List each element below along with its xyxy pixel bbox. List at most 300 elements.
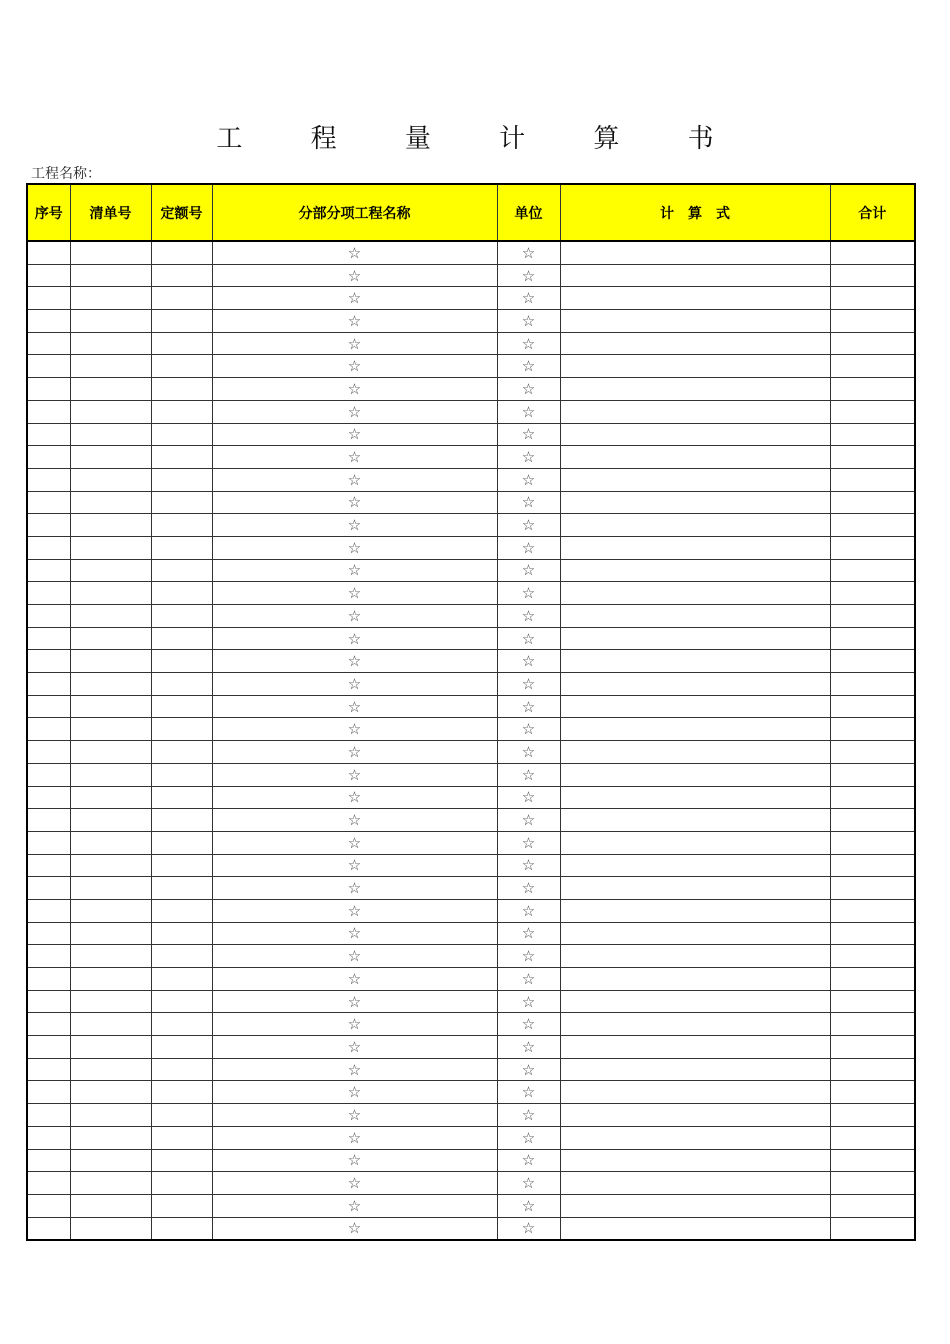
cell-index[interactable]: [27, 1194, 70, 1217]
cell-quota-no[interactable]: [151, 922, 212, 945]
cell-unit[interactable]: ☆: [497, 1104, 560, 1127]
cell-quota-no[interactable]: [151, 831, 212, 854]
cell-total[interactable]: [830, 536, 915, 559]
cell-unit[interactable]: ☆: [497, 877, 560, 900]
cell-quota-no[interactable]: [151, 241, 212, 264]
cell-quota-no[interactable]: [151, 468, 212, 491]
cell-unit[interactable]: ☆: [497, 536, 560, 559]
cell-formula[interactable]: [560, 968, 830, 991]
cell-quota-no[interactable]: [151, 1013, 212, 1036]
cell-index[interactable]: [27, 922, 70, 945]
cell-quota-no[interactable]: [151, 310, 212, 333]
cell-quota-no[interactable]: [151, 536, 212, 559]
cell-item-name[interactable]: ☆: [212, 831, 497, 854]
cell-quota-no[interactable]: [151, 1126, 212, 1149]
cell-quota-no[interactable]: [151, 1149, 212, 1172]
cell-bill-no[interactable]: [70, 1036, 151, 1059]
cell-index[interactable]: [27, 446, 70, 469]
cell-quota-no[interactable]: [151, 1058, 212, 1081]
cell-bill-no[interactable]: [70, 582, 151, 605]
cell-total[interactable]: [830, 990, 915, 1013]
cell-unit[interactable]: ☆: [497, 763, 560, 786]
cell-bill-no[interactable]: [70, 809, 151, 832]
cell-item-name[interactable]: ☆: [212, 400, 497, 423]
cell-bill-no[interactable]: [70, 786, 151, 809]
cell-unit[interactable]: ☆: [497, 287, 560, 310]
cell-quota-no[interactable]: [151, 786, 212, 809]
cell-item-name[interactable]: ☆: [212, 899, 497, 922]
cell-item-name[interactable]: ☆: [212, 1194, 497, 1217]
cell-total[interactable]: [830, 1217, 915, 1240]
cell-total[interactable]: [830, 332, 915, 355]
cell-bill-no[interactable]: [70, 287, 151, 310]
cell-item-name[interactable]: ☆: [212, 922, 497, 945]
cell-unit[interactable]: ☆: [497, 1036, 560, 1059]
cell-item-name[interactable]: ☆: [212, 1013, 497, 1036]
cell-index[interactable]: [27, 1081, 70, 1104]
cell-unit[interactable]: ☆: [497, 695, 560, 718]
cell-item-name[interactable]: ☆: [212, 627, 497, 650]
cell-total[interactable]: [830, 264, 915, 287]
cell-index[interactable]: [27, 831, 70, 854]
cell-quota-no[interactable]: [151, 287, 212, 310]
cell-bill-no[interactable]: [70, 264, 151, 287]
cell-index[interactable]: [27, 1013, 70, 1036]
cell-formula[interactable]: [560, 1172, 830, 1195]
cell-bill-no[interactable]: [70, 1149, 151, 1172]
cell-unit[interactable]: ☆: [497, 332, 560, 355]
cell-total[interactable]: [830, 650, 915, 673]
cell-quota-no[interactable]: [151, 1036, 212, 1059]
cell-index[interactable]: [27, 763, 70, 786]
cell-bill-no[interactable]: [70, 945, 151, 968]
cell-total[interactable]: [830, 854, 915, 877]
cell-formula[interactable]: [560, 241, 830, 264]
cell-item-name[interactable]: ☆: [212, 1058, 497, 1081]
cell-index[interactable]: [27, 718, 70, 741]
cell-total[interactable]: [830, 718, 915, 741]
cell-formula[interactable]: [560, 468, 830, 491]
cell-index[interactable]: [27, 355, 70, 378]
cell-quota-no[interactable]: [151, 990, 212, 1013]
cell-total[interactable]: [830, 809, 915, 832]
cell-bill-no[interactable]: [70, 468, 151, 491]
cell-quota-no[interactable]: [151, 514, 212, 537]
cell-index[interactable]: [27, 514, 70, 537]
cell-index[interactable]: [27, 559, 70, 582]
cell-index[interactable]: [27, 945, 70, 968]
cell-total[interactable]: [830, 287, 915, 310]
cell-quota-no[interactable]: [151, 1217, 212, 1240]
cell-unit[interactable]: ☆: [497, 741, 560, 764]
cell-formula[interactable]: [560, 1194, 830, 1217]
cell-formula[interactable]: [560, 355, 830, 378]
cell-unit[interactable]: ☆: [497, 854, 560, 877]
cell-total[interactable]: [830, 968, 915, 991]
cell-unit[interactable]: ☆: [497, 1194, 560, 1217]
cell-item-name[interactable]: ☆: [212, 1172, 497, 1195]
cell-quota-no[interactable]: [151, 968, 212, 991]
cell-total[interactable]: [830, 514, 915, 537]
cell-unit[interactable]: ☆: [497, 1217, 560, 1240]
cell-index[interactable]: [27, 605, 70, 628]
cell-item-name[interactable]: ☆: [212, 990, 497, 1013]
cell-formula[interactable]: [560, 922, 830, 945]
cell-bill-no[interactable]: [70, 559, 151, 582]
cell-item-name[interactable]: ☆: [212, 1104, 497, 1127]
cell-formula[interactable]: [560, 854, 830, 877]
cell-unit[interactable]: ☆: [497, 582, 560, 605]
cell-total[interactable]: [830, 1149, 915, 1172]
cell-index[interactable]: [27, 400, 70, 423]
cell-item-name[interactable]: ☆: [212, 241, 497, 264]
cell-bill-no[interactable]: [70, 718, 151, 741]
cell-formula[interactable]: [560, 990, 830, 1013]
cell-formula[interactable]: [560, 1058, 830, 1081]
cell-formula[interactable]: [560, 1081, 830, 1104]
cell-index[interactable]: [27, 650, 70, 673]
cell-index[interactable]: [27, 468, 70, 491]
cell-quota-no[interactable]: [151, 1081, 212, 1104]
cell-unit[interactable]: ☆: [497, 559, 560, 582]
cell-quota-no[interactable]: [151, 877, 212, 900]
cell-unit[interactable]: ☆: [497, 809, 560, 832]
cell-formula[interactable]: [560, 831, 830, 854]
cell-item-name[interactable]: ☆: [212, 536, 497, 559]
cell-bill-no[interactable]: [70, 1126, 151, 1149]
cell-bill-no[interactable]: [70, 1013, 151, 1036]
cell-unit[interactable]: ☆: [497, 673, 560, 696]
cell-total[interactable]: [830, 877, 915, 900]
cell-index[interactable]: [27, 627, 70, 650]
cell-bill-no[interactable]: [70, 990, 151, 1013]
cell-formula[interactable]: [560, 1126, 830, 1149]
cell-total[interactable]: [830, 355, 915, 378]
cell-bill-no[interactable]: [70, 650, 151, 673]
cell-index[interactable]: [27, 264, 70, 287]
cell-bill-no[interactable]: [70, 1217, 151, 1240]
cell-bill-no[interactable]: [70, 627, 151, 650]
cell-item-name[interactable]: ☆: [212, 650, 497, 673]
cell-bill-no[interactable]: [70, 446, 151, 469]
cell-index[interactable]: [27, 877, 70, 900]
cell-total[interactable]: [830, 378, 915, 401]
cell-formula[interactable]: [560, 809, 830, 832]
cell-unit[interactable]: ☆: [497, 1058, 560, 1081]
cell-bill-no[interactable]: [70, 899, 151, 922]
cell-formula[interactable]: [560, 945, 830, 968]
cell-index[interactable]: [27, 673, 70, 696]
cell-item-name[interactable]: ☆: [212, 1217, 497, 1240]
cell-item-name[interactable]: ☆: [212, 945, 497, 968]
cell-total[interactable]: [830, 423, 915, 446]
cell-total[interactable]: [830, 446, 915, 469]
cell-formula[interactable]: [560, 559, 830, 582]
cell-quota-no[interactable]: [151, 446, 212, 469]
cell-bill-no[interactable]: [70, 1104, 151, 1127]
cell-index[interactable]: [27, 968, 70, 991]
cell-unit[interactable]: ☆: [497, 627, 560, 650]
cell-formula[interactable]: [560, 1036, 830, 1059]
cell-bill-no[interactable]: [70, 695, 151, 718]
cell-item-name[interactable]: ☆: [212, 718, 497, 741]
cell-unit[interactable]: ☆: [497, 968, 560, 991]
cell-formula[interactable]: [560, 1217, 830, 1240]
cell-total[interactable]: [830, 559, 915, 582]
cell-unit[interactable]: ☆: [497, 605, 560, 628]
cell-index[interactable]: [27, 695, 70, 718]
cell-formula[interactable]: [560, 605, 830, 628]
cell-formula[interactable]: [560, 786, 830, 809]
cell-bill-no[interactable]: [70, 536, 151, 559]
cell-quota-no[interactable]: [151, 1172, 212, 1195]
cell-formula[interactable]: [560, 400, 830, 423]
cell-total[interactable]: [830, 741, 915, 764]
cell-unit[interactable]: ☆: [497, 945, 560, 968]
cell-total[interactable]: [830, 1013, 915, 1036]
cell-formula[interactable]: [560, 514, 830, 537]
cell-unit[interactable]: ☆: [497, 650, 560, 673]
cell-total[interactable]: [830, 1104, 915, 1127]
cell-item-name[interactable]: ☆: [212, 287, 497, 310]
cell-quota-no[interactable]: [151, 673, 212, 696]
cell-index[interactable]: [27, 1104, 70, 1127]
cell-unit[interactable]: ☆: [497, 831, 560, 854]
cell-quota-no[interactable]: [151, 1104, 212, 1127]
cell-total[interactable]: [830, 400, 915, 423]
cell-index[interactable]: [27, 332, 70, 355]
cell-formula[interactable]: [560, 718, 830, 741]
cell-quota-no[interactable]: [151, 809, 212, 832]
cell-unit[interactable]: ☆: [497, 468, 560, 491]
cell-total[interactable]: [830, 1036, 915, 1059]
cell-item-name[interactable]: ☆: [212, 1126, 497, 1149]
cell-item-name[interactable]: ☆: [212, 763, 497, 786]
cell-quota-no[interactable]: [151, 899, 212, 922]
cell-item-name[interactable]: ☆: [212, 264, 497, 287]
cell-quota-no[interactable]: [151, 332, 212, 355]
cell-index[interactable]: [27, 378, 70, 401]
cell-bill-no[interactable]: [70, 741, 151, 764]
cell-formula[interactable]: [560, 1013, 830, 1036]
cell-total[interactable]: [830, 1058, 915, 1081]
cell-quota-no[interactable]: [151, 627, 212, 650]
cell-formula[interactable]: [560, 627, 830, 650]
cell-bill-no[interactable]: [70, 400, 151, 423]
cell-quota-no[interactable]: [151, 854, 212, 877]
cell-bill-no[interactable]: [70, 310, 151, 333]
cell-index[interactable]: [27, 287, 70, 310]
cell-index[interactable]: [27, 809, 70, 832]
cell-total[interactable]: [830, 491, 915, 514]
cell-quota-no[interactable]: [151, 582, 212, 605]
cell-item-name[interactable]: ☆: [212, 378, 497, 401]
cell-total[interactable]: [830, 899, 915, 922]
cell-index[interactable]: [27, 1126, 70, 1149]
cell-total[interactable]: [830, 786, 915, 809]
cell-unit[interactable]: ☆: [497, 899, 560, 922]
cell-total[interactable]: [830, 1081, 915, 1104]
cell-bill-no[interactable]: [70, 514, 151, 537]
cell-quota-no[interactable]: [151, 741, 212, 764]
cell-quota-no[interactable]: [151, 650, 212, 673]
cell-quota-no[interactable]: [151, 378, 212, 401]
cell-index[interactable]: [27, 310, 70, 333]
cell-item-name[interactable]: ☆: [212, 968, 497, 991]
cell-item-name[interactable]: ☆: [212, 468, 497, 491]
cell-index[interactable]: [27, 1172, 70, 1195]
cell-index[interactable]: [27, 1036, 70, 1059]
cell-total[interactable]: [830, 922, 915, 945]
cell-unit[interactable]: ☆: [497, 1126, 560, 1149]
cell-index[interactable]: [27, 536, 70, 559]
cell-formula[interactable]: [560, 536, 830, 559]
cell-index[interactable]: [27, 423, 70, 446]
cell-total[interactable]: [830, 627, 915, 650]
cell-bill-no[interactable]: [70, 968, 151, 991]
cell-bill-no[interactable]: [70, 332, 151, 355]
cell-unit[interactable]: ☆: [497, 1013, 560, 1036]
cell-bill-no[interactable]: [70, 423, 151, 446]
cell-unit[interactable]: ☆: [497, 264, 560, 287]
cell-unit[interactable]: ☆: [497, 1172, 560, 1195]
cell-unit[interactable]: ☆: [497, 786, 560, 809]
cell-bill-no[interactable]: [70, 355, 151, 378]
cell-quota-no[interactable]: [151, 945, 212, 968]
cell-total[interactable]: [830, 241, 915, 264]
cell-item-name[interactable]: ☆: [212, 514, 497, 537]
cell-total[interactable]: [830, 605, 915, 628]
cell-item-name[interactable]: ☆: [212, 695, 497, 718]
cell-item-name[interactable]: ☆: [212, 809, 497, 832]
cell-bill-no[interactable]: [70, 1194, 151, 1217]
cell-quota-no[interactable]: [151, 355, 212, 378]
cell-item-name[interactable]: ☆: [212, 1081, 497, 1104]
cell-formula[interactable]: [560, 446, 830, 469]
cell-item-name[interactable]: ☆: [212, 605, 497, 628]
cell-index[interactable]: [27, 990, 70, 1013]
cell-index[interactable]: [27, 582, 70, 605]
cell-total[interactable]: [830, 310, 915, 333]
cell-item-name[interactable]: ☆: [212, 423, 497, 446]
cell-bill-no[interactable]: [70, 854, 151, 877]
cell-formula[interactable]: [560, 877, 830, 900]
cell-formula[interactable]: [560, 332, 830, 355]
cell-index[interactable]: [27, 854, 70, 877]
cell-item-name[interactable]: ☆: [212, 673, 497, 696]
cell-unit[interactable]: ☆: [497, 1081, 560, 1104]
cell-unit[interactable]: ☆: [497, 355, 560, 378]
cell-item-name[interactable]: ☆: [212, 332, 497, 355]
cell-item-name[interactable]: ☆: [212, 582, 497, 605]
cell-total[interactable]: [830, 695, 915, 718]
cell-index[interactable]: [27, 241, 70, 264]
cell-unit[interactable]: ☆: [497, 990, 560, 1013]
cell-bill-no[interactable]: [70, 877, 151, 900]
cell-unit[interactable]: ☆: [497, 423, 560, 446]
cell-quota-no[interactable]: [151, 695, 212, 718]
cell-bill-no[interactable]: [70, 831, 151, 854]
cell-total[interactable]: [830, 582, 915, 605]
cell-formula[interactable]: [560, 1104, 830, 1127]
cell-item-name[interactable]: ☆: [212, 310, 497, 333]
cell-quota-no[interactable]: [151, 264, 212, 287]
cell-bill-no[interactable]: [70, 491, 151, 514]
cell-formula[interactable]: [560, 673, 830, 696]
cell-bill-no[interactable]: [70, 1058, 151, 1081]
cell-formula[interactable]: [560, 899, 830, 922]
cell-quota-no[interactable]: [151, 718, 212, 741]
cell-unit[interactable]: ☆: [497, 514, 560, 537]
cell-unit[interactable]: ☆: [497, 1149, 560, 1172]
cell-formula[interactable]: [560, 310, 830, 333]
cell-bill-no[interactable]: [70, 241, 151, 264]
cell-unit[interactable]: ☆: [497, 922, 560, 945]
cell-total[interactable]: [830, 763, 915, 786]
cell-total[interactable]: [830, 1126, 915, 1149]
cell-formula[interactable]: [560, 491, 830, 514]
cell-index[interactable]: [27, 899, 70, 922]
cell-formula[interactable]: [560, 741, 830, 764]
cell-item-name[interactable]: ☆: [212, 854, 497, 877]
cell-index[interactable]: [27, 1058, 70, 1081]
cell-quota-no[interactable]: [151, 423, 212, 446]
cell-item-name[interactable]: ☆: [212, 355, 497, 378]
cell-item-name[interactable]: ☆: [212, 491, 497, 514]
cell-total[interactable]: [830, 673, 915, 696]
cell-item-name[interactable]: ☆: [212, 741, 497, 764]
cell-unit[interactable]: ☆: [497, 446, 560, 469]
cell-bill-no[interactable]: [70, 1081, 151, 1104]
cell-total[interactable]: [830, 831, 915, 854]
cell-quota-no[interactable]: [151, 491, 212, 514]
cell-total[interactable]: [830, 1172, 915, 1195]
cell-item-name[interactable]: ☆: [212, 1149, 497, 1172]
cell-index[interactable]: [27, 1149, 70, 1172]
cell-quota-no[interactable]: [151, 763, 212, 786]
cell-formula[interactable]: [560, 695, 830, 718]
cell-item-name[interactable]: ☆: [212, 559, 497, 582]
cell-quota-no[interactable]: [151, 559, 212, 582]
cell-unit[interactable]: ☆: [497, 718, 560, 741]
cell-item-name[interactable]: ☆: [212, 446, 497, 469]
cell-total[interactable]: [830, 468, 915, 491]
cell-formula[interactable]: [560, 763, 830, 786]
cell-formula[interactable]: [560, 582, 830, 605]
cell-formula[interactable]: [560, 423, 830, 446]
cell-index[interactable]: [27, 1217, 70, 1240]
cell-unit[interactable]: ☆: [497, 378, 560, 401]
cell-item-name[interactable]: ☆: [212, 1036, 497, 1059]
cell-formula[interactable]: [560, 378, 830, 401]
cell-formula[interactable]: [560, 650, 830, 673]
cell-quota-no[interactable]: [151, 400, 212, 423]
cell-bill-no[interactable]: [70, 605, 151, 628]
cell-index[interactable]: [27, 741, 70, 764]
cell-index[interactable]: [27, 786, 70, 809]
cell-formula[interactable]: [560, 287, 830, 310]
cell-bill-no[interactable]: [70, 922, 151, 945]
cell-item-name[interactable]: ☆: [212, 786, 497, 809]
cell-item-name[interactable]: ☆: [212, 877, 497, 900]
cell-bill-no[interactable]: [70, 763, 151, 786]
cell-unit[interactable]: ☆: [497, 400, 560, 423]
cell-bill-no[interactable]: [70, 378, 151, 401]
cell-bill-no[interactable]: [70, 673, 151, 696]
cell-unit[interactable]: ☆: [497, 491, 560, 514]
cell-formula[interactable]: [560, 1149, 830, 1172]
cell-quota-no[interactable]: [151, 605, 212, 628]
